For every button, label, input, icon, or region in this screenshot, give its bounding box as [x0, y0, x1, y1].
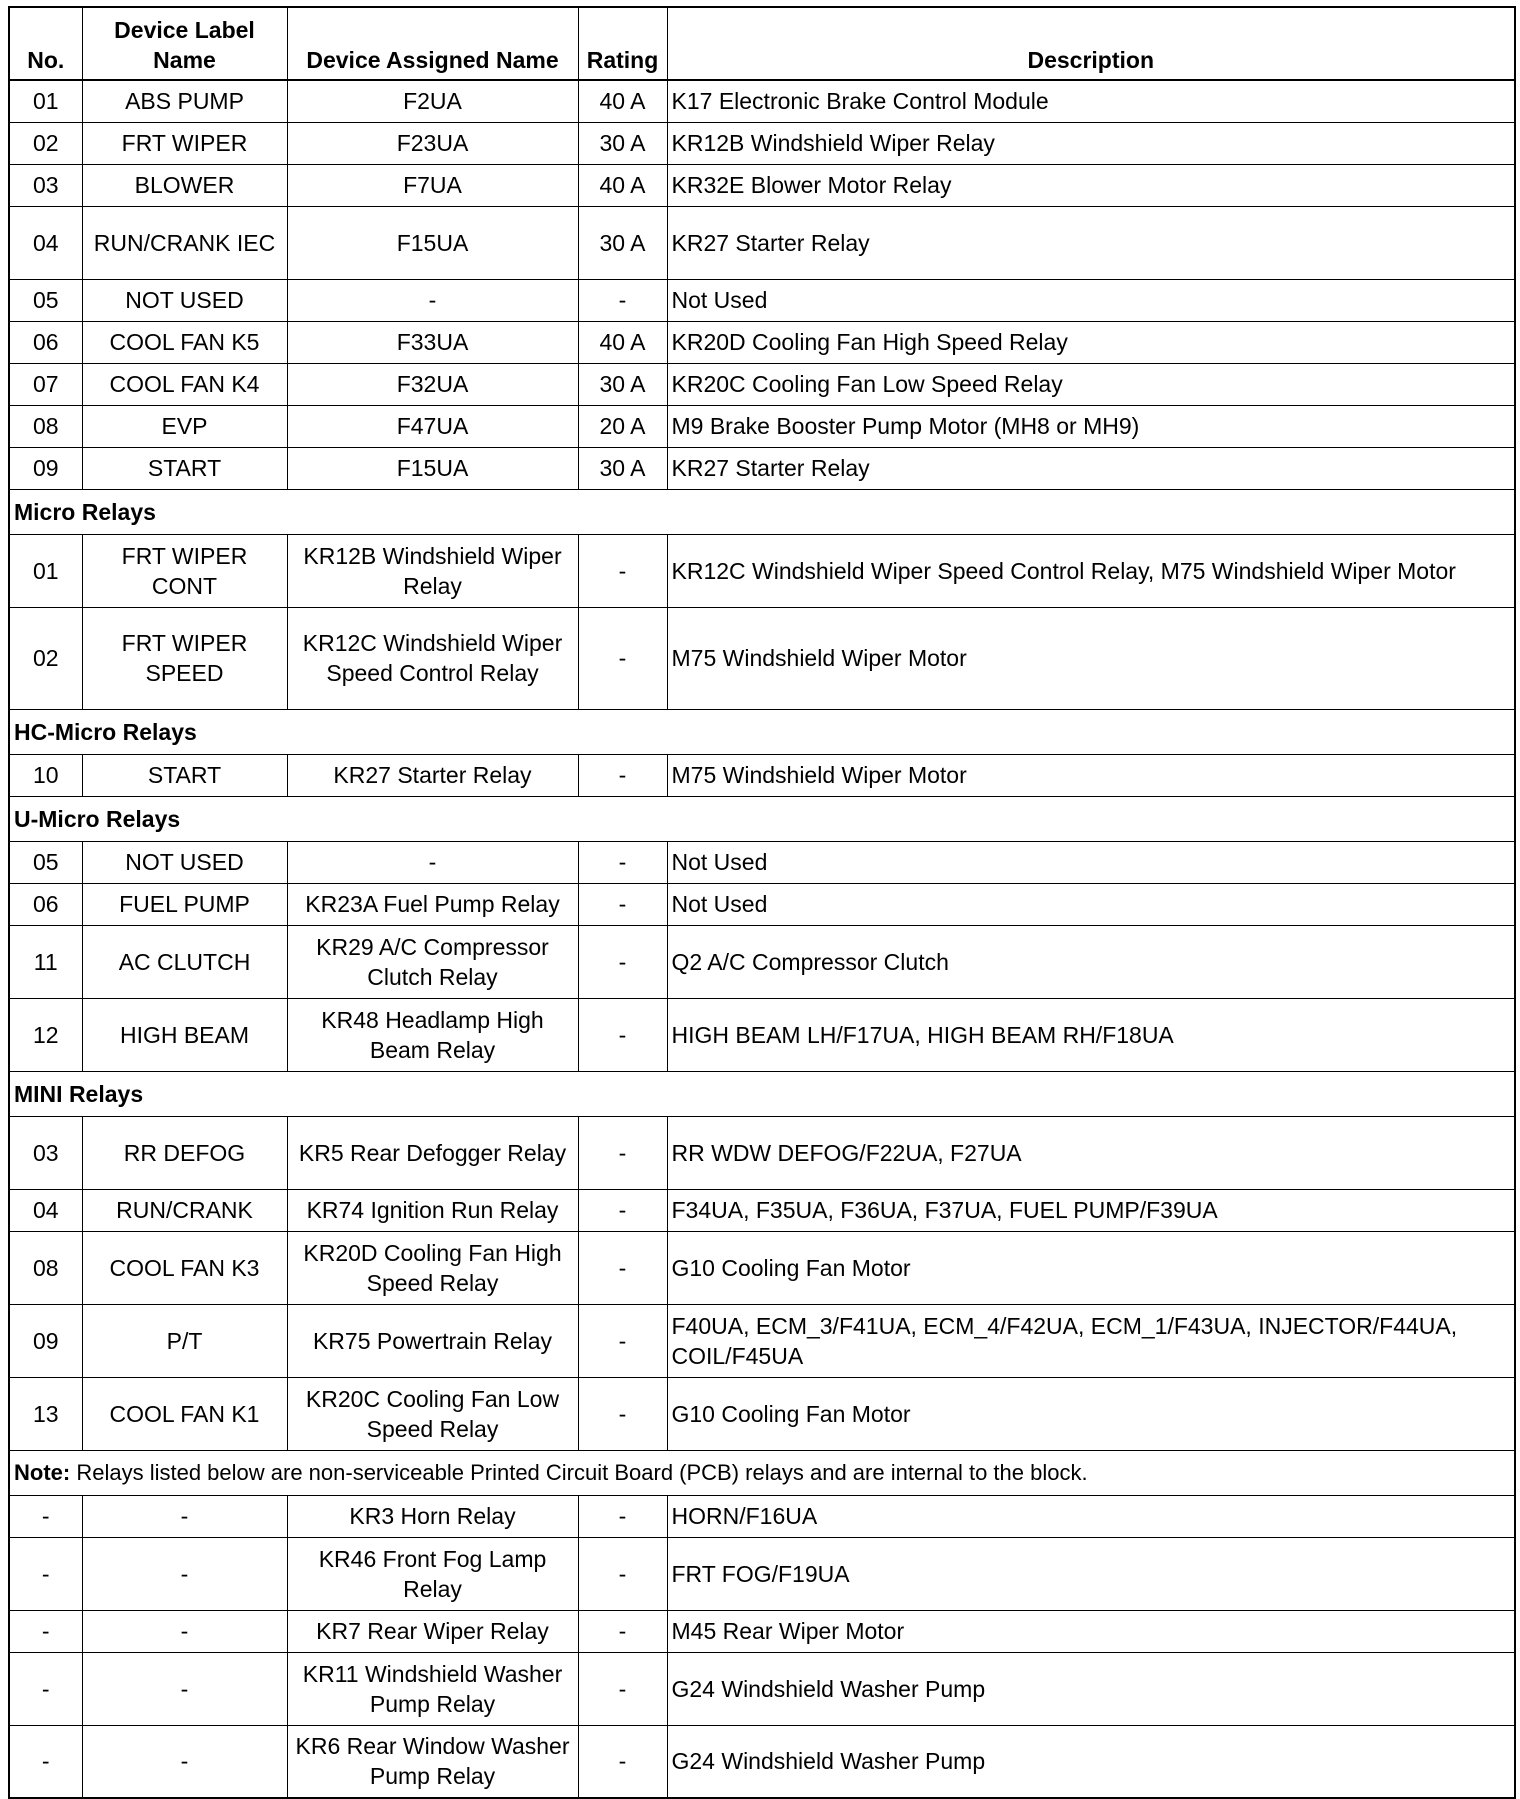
table-row: [9, 363, 1515, 405]
cell-assigned: KR12B Windshield Wiper Relay: [287, 534, 578, 607]
cell-description: G10 Cooling Fan Motor: [667, 1231, 1515, 1304]
cell-label: START: [82, 754, 287, 796]
cell-no: 02: [9, 122, 82, 164]
cell-assigned: KR46 Front Fog Lamp Relay: [287, 1537, 578, 1610]
cell-label: BLOWER: [82, 164, 287, 206]
cell-rating: -: [578, 883, 667, 925]
cell-label: RUN/CRANK IEC: [82, 206, 287, 279]
cell-assigned: KR74 Ignition Run Relay: [287, 1189, 578, 1231]
cell-assigned: KR48 Headlamp High Beam Relay: [287, 998, 578, 1071]
table-row: [9, 447, 1515, 489]
cell-description: KR27 Starter Relay: [667, 206, 1515, 279]
table-row: [9, 405, 1515, 447]
cell-no: -: [9, 1652, 82, 1725]
cell-rating: -: [578, 1377, 667, 1450]
cell-rating: -: [578, 1725, 667, 1798]
cell-label: -: [82, 1495, 287, 1537]
cell-assigned: KR6 Rear Window Washer Pump Relay: [287, 1725, 578, 1798]
cell-label: NOT USED: [82, 841, 287, 883]
cell-assigned: -: [287, 841, 578, 883]
cell-description: KR32E Blower Motor Relay: [667, 164, 1515, 206]
cell-label: EVP: [82, 405, 287, 447]
cell-no: 06: [9, 883, 82, 925]
cell-assigned: KR7 Rear Wiper Relay: [287, 1610, 578, 1652]
cell-rating: -: [578, 1610, 667, 1652]
fuse-relay-table: [8, 6, 1516, 1799]
cell-assigned: F7UA: [287, 164, 578, 206]
cell-assigned: KR12C Windshield Wiper Speed Control Relay: [287, 607, 578, 709]
cell-no: -: [9, 1610, 82, 1652]
table-row: [9, 607, 1515, 709]
fuse-relay-table-sheet: [8, 6, 1514, 1799]
cell-label: -: [82, 1610, 287, 1652]
cell-assigned: F32UA: [287, 363, 578, 405]
cell-assigned: KR23A Fuel Pump Relay: [287, 883, 578, 925]
cell-rating: -: [578, 534, 667, 607]
cell-no: 06: [9, 321, 82, 363]
cell-description: G24 Windshield Washer Pump: [667, 1725, 1515, 1798]
section-header-row: [9, 489, 1515, 534]
cell-description: M9 Brake Booster Pump Motor (MH8 or MH9): [667, 405, 1515, 447]
cell-label: NOT USED: [82, 279, 287, 321]
cell-label: FUEL PUMP: [82, 883, 287, 925]
cell-description: G24 Windshield Washer Pump: [667, 1652, 1515, 1725]
cell-description: KR12B Windshield Wiper Relay: [667, 122, 1515, 164]
section-header-row: [9, 796, 1515, 841]
cell-rating: -: [578, 1304, 667, 1377]
cell-no: 07: [9, 363, 82, 405]
table-row: [9, 841, 1515, 883]
cell-no: 13: [9, 1377, 82, 1450]
table-row: [9, 534, 1515, 607]
cell-rating: -: [578, 925, 667, 998]
table-row: [9, 1189, 1515, 1231]
cell-rating: -: [578, 754, 667, 796]
cell-no: 09: [9, 1304, 82, 1377]
cell-no: 04: [9, 1189, 82, 1231]
cell-no: -: [9, 1537, 82, 1610]
cell-label: P/T: [82, 1304, 287, 1377]
table-row: [9, 1495, 1515, 1537]
cell-assigned: KR20D Cooling Fan High Speed Relay: [287, 1231, 578, 1304]
table-row: [9, 80, 1515, 122]
cell-rating: -: [578, 1495, 667, 1537]
cell-description: F34UA, F35UA, F36UA, F37UA, FUEL PUMP/F39UA: [667, 1189, 1515, 1231]
header-row: [9, 7, 1515, 80]
cell-assigned: KR27 Starter Relay: [287, 754, 578, 796]
cell-no: 01: [9, 80, 82, 122]
cell-assigned: KR20C Cooling Fan Low Speed Relay: [287, 1377, 578, 1450]
cell-rating: -: [578, 998, 667, 1071]
cell-description: Not Used: [667, 279, 1515, 321]
cell-rating: 30 A: [578, 122, 667, 164]
cell-description: M75 Windshield Wiper Motor: [667, 607, 1515, 709]
cell-rating: -: [578, 1652, 667, 1725]
cell-description: HORN/F16UA: [667, 1495, 1515, 1537]
cell-no: 03: [9, 164, 82, 206]
cell-label: RR DEFOG: [82, 1116, 287, 1189]
cell-assigned: KR11 Windshield Washer Pump Relay: [287, 1652, 578, 1725]
cell-label: AC CLUTCH: [82, 925, 287, 998]
table-row: [9, 925, 1515, 998]
cell-rating: -: [578, 1231, 667, 1304]
cell-label: COOL FAN K4: [82, 363, 287, 405]
section-header-row: [9, 1071, 1515, 1116]
table-row: [9, 883, 1515, 925]
cell-no: -: [9, 1725, 82, 1798]
cell-assigned: F47UA: [287, 405, 578, 447]
cell-no: 11: [9, 925, 82, 998]
table-row: [9, 1652, 1515, 1725]
note-text: Relays listed below are non-serviceable Printed Circuit Board (PCB) relays and are internal to the block.: [70, 1459, 1088, 1485]
table-row: [9, 164, 1515, 206]
table-row: [9, 321, 1515, 363]
cell-assigned: F33UA: [287, 321, 578, 363]
cell-rating: -: [578, 279, 667, 321]
cell-label: HIGH BEAM: [82, 998, 287, 1071]
cell-no: 12: [9, 998, 82, 1071]
cell-no: 02: [9, 607, 82, 709]
cell-assigned: KR5 Rear Defogger Relay: [287, 1116, 578, 1189]
cell-description: FRT FOG/F19UA: [667, 1537, 1515, 1610]
cell-label: COOL FAN K5: [82, 321, 287, 363]
col-header-rating: Rating: [578, 7, 667, 80]
cell-no: -: [9, 1495, 82, 1537]
table-row: [9, 1610, 1515, 1652]
cell-description: Not Used: [667, 841, 1515, 883]
cell-assigned: F15UA: [287, 447, 578, 489]
table-row: [9, 754, 1515, 796]
cell-description: HIGH BEAM LH/F17UA, HIGH BEAM RH/F18UA: [667, 998, 1515, 1071]
table-row: [9, 1304, 1515, 1377]
col-header-label-line2: Name: [153, 47, 216, 73]
table-row: [9, 998, 1515, 1071]
table-row: [9, 1725, 1515, 1798]
cell-description: KR20C Cooling Fan Low Speed Relay: [667, 363, 1515, 405]
cell-label: RUN/CRANK: [82, 1189, 287, 1231]
cell-rating: 40 A: [578, 80, 667, 122]
cell-description: M45 Rear Wiper Motor: [667, 1610, 1515, 1652]
cell-rating: 30 A: [578, 447, 667, 489]
cell-rating: 30 A: [578, 206, 667, 279]
cell-label: START: [82, 447, 287, 489]
cell-label: COOL FAN K1: [82, 1377, 287, 1450]
cell-label: ABS PUMP: [82, 80, 287, 122]
cell-assigned: -: [287, 279, 578, 321]
note-row: [9, 1450, 1515, 1495]
cell-assigned: F2UA: [287, 80, 578, 122]
table-row: [9, 1231, 1515, 1304]
table-row: [9, 279, 1515, 321]
cell-no: 10: [9, 754, 82, 796]
cell-description: RR WDW DEFOG/F22UA, F27UA: [667, 1116, 1515, 1189]
cell-assigned: F15UA: [287, 206, 578, 279]
cell-rating: 30 A: [578, 363, 667, 405]
cell-description: Q2 A/C Compressor Clutch: [667, 925, 1515, 998]
cell-description: M75 Windshield Wiper Motor: [667, 754, 1515, 796]
cell-no: 08: [9, 405, 82, 447]
cell-assigned: F23UA: [287, 122, 578, 164]
cell-no: 03: [9, 1116, 82, 1189]
cell-rating: 40 A: [578, 164, 667, 206]
cell-description: Not Used: [667, 883, 1515, 925]
cell-assigned: KR3 Horn Relay: [287, 1495, 578, 1537]
cell-rating: 40 A: [578, 321, 667, 363]
cell-label: FRT WIPER SPEED: [82, 607, 287, 709]
cell-no: 08: [9, 1231, 82, 1304]
table-row: [9, 1116, 1515, 1189]
cell-description: KR27 Starter Relay: [667, 447, 1515, 489]
col-header-label: [82, 7, 287, 80]
table-row: [9, 1377, 1515, 1450]
cell-rating: -: [578, 607, 667, 709]
cell-description: KR20D Cooling Fan High Speed Relay: [667, 321, 1515, 363]
cell-no: 01: [9, 534, 82, 607]
cell-label: FRT WIPER CONT: [82, 534, 287, 607]
section-title-mini-relays: MINI Relays: [9, 1071, 1515, 1116]
section-title-micro-relays: Micro Relays: [9, 489, 1515, 534]
cell-label: FRT WIPER: [82, 122, 287, 164]
table-row: [9, 206, 1515, 279]
cell-rating: -: [578, 1189, 667, 1231]
cell-description: KR12C Windshield Wiper Speed Control Relay, M75 Windshield Wiper Motor: [667, 534, 1515, 607]
cell-label: -: [82, 1725, 287, 1798]
col-header-assigned: Device Assigned Name: [287, 7, 578, 80]
cell-no: 05: [9, 279, 82, 321]
col-header-no: No.: [9, 7, 82, 80]
cell-assigned: KR75 Powertrain Relay: [287, 1304, 578, 1377]
section-title-u-micro-relays: U-Micro Relays: [9, 796, 1515, 841]
cell-description: F40UA, ECM_3/F41UA, ECM_4/F42UA, ECM_1/F43UA, INJECTOR/F44UA, COIL/F45UA: [667, 1304, 1515, 1377]
cell-label: -: [82, 1652, 287, 1725]
col-header-label-line1: Device Label: [114, 17, 255, 43]
section-title-hc-micro-relays: HC-Micro Relays: [9, 709, 1515, 754]
cell-assigned: KR29 A/C Compressor Clutch Relay: [287, 925, 578, 998]
cell-label: COOL FAN K3: [82, 1231, 287, 1304]
section-header-row: [9, 709, 1515, 754]
cell-label: -: [82, 1537, 287, 1610]
table-row: [9, 122, 1515, 164]
cell-description: K17 Electronic Brake Control Module: [667, 80, 1515, 122]
cell-rating: 20 A: [578, 405, 667, 447]
col-header-description: Description: [667, 7, 1515, 80]
cell-no: 05: [9, 841, 82, 883]
note-label: Note:: [14, 1459, 71, 1485]
cell-rating: -: [578, 1116, 667, 1189]
note-cell: [9, 1450, 1515, 1495]
cell-rating: -: [578, 1537, 667, 1610]
cell-no: 09: [9, 447, 82, 489]
table-row: [9, 1537, 1515, 1610]
cell-description: G10 Cooling Fan Motor: [667, 1377, 1515, 1450]
cell-no: 04: [9, 206, 82, 279]
cell-rating: -: [578, 841, 667, 883]
